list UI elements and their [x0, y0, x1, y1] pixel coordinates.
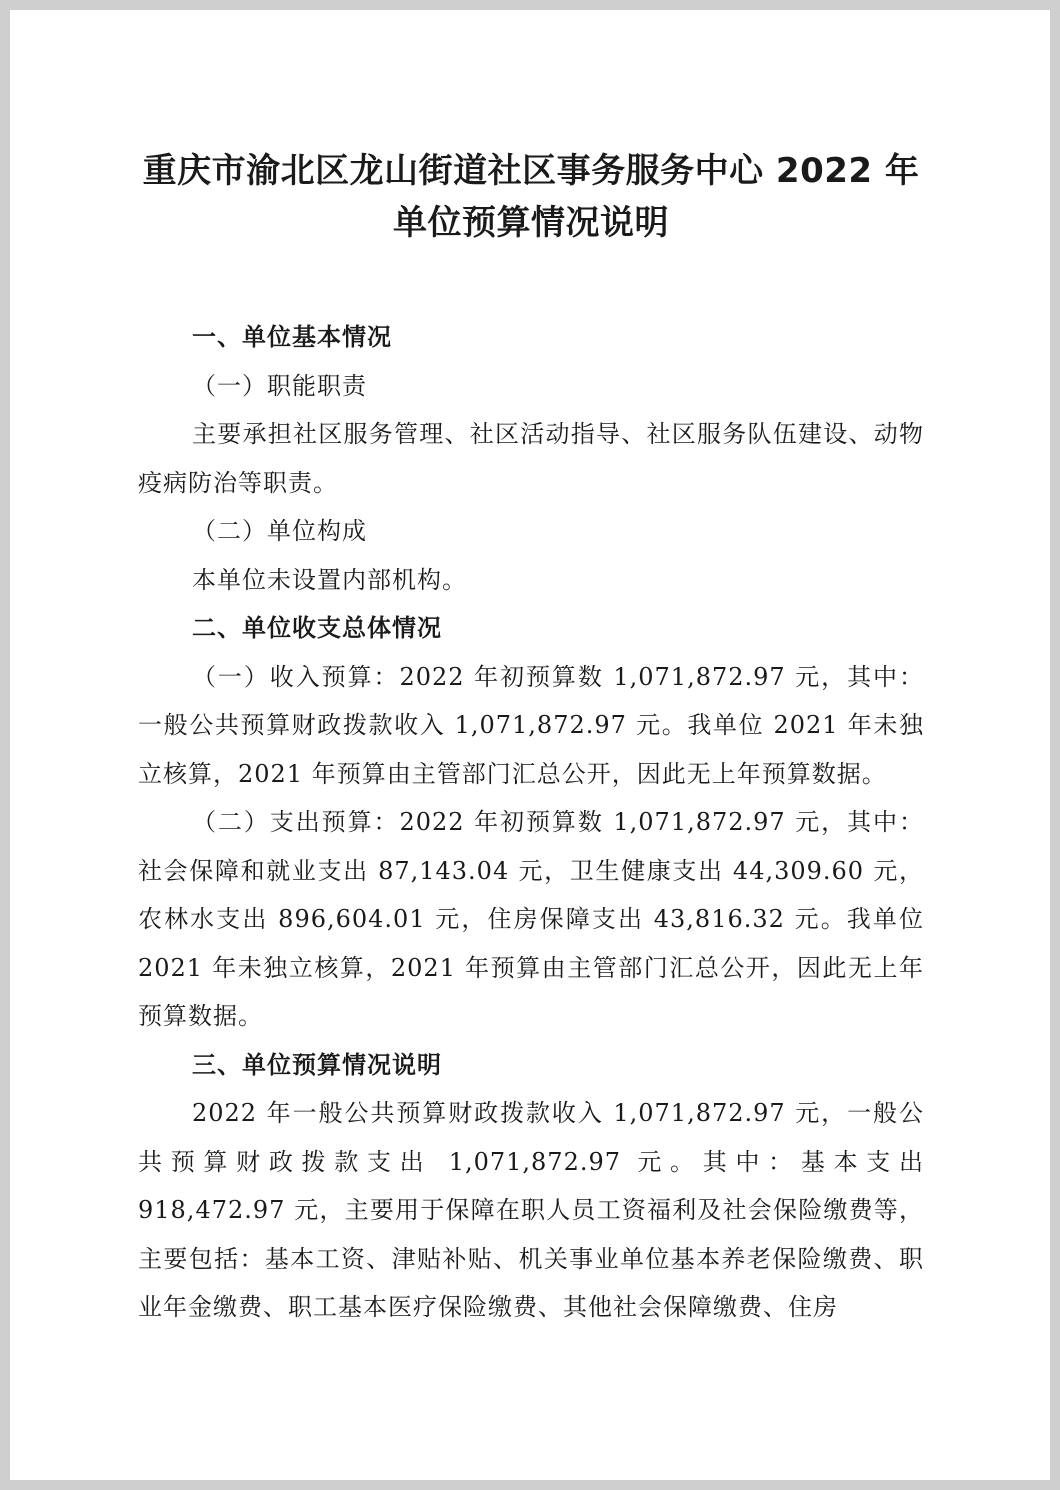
document-title: 重庆市渝北区龙山街道社区事务服务中心 2022 年单位预算情况说明	[142, 151, 920, 243]
section-heading-2: 二、单位收支总体情况	[192, 614, 442, 642]
paragraph-budget-details: 2022 年一般公共预算财政拨款收入 1,071,872.97 元，一般公共预算财政拨款支出 1,071,872.97 元。其中：基本支出 918,472.97 元，主要用于保障在职人员工资福利及社会保险缴费等，主要包括：基本工资、津贴补贴、机关事业单位基本养老保险缴费、职业年金缴费、职工基本医疗保险缴费、其他社会保障缴费、住房	[138, 1099, 924, 1321]
document-page	[10, 10, 1050, 1480]
title-spacer	[138, 249, 924, 313]
paragraph-functions: 主要承担社区服务管理、社区活动指导、社区服务队伍建设、动物疫病防治等职责。	[138, 420, 924, 497]
paragraph-income-budget: （一）收入预算：2022 年初预算数 1,071,872.97 元，其中：一般公共预算财政拨款收入 1,071,872.97 元。我单位 2021 年未独立核算，2021 年预算由主管部门汇总公开，因此无上年预算数据。	[138, 662, 924, 788]
section-heading-3: 三、单位预算情况说明	[192, 1050, 442, 1079]
paragraph-composition: 本单位未设置内部机构。	[192, 565, 467, 594]
subsection-heading-composition: （二）单位构成	[192, 517, 367, 545]
subsection-heading-functions: （一）职能职责	[192, 371, 367, 400]
paragraph-expense-budget: （二）支出预算：2022 年初预算数 1,071,872.97 元，其中：社会保障和就业支出 87,143.04 元，卫生健康支出 44,309.60 元，农林水支出 896,604.01 元，住房保障支出 43,816.32 元。我单位 2021 年未独立核算，2021 年预算由主管部门汇总公开，因此无上年预算数据。	[138, 808, 924, 1030]
section-heading-1: 一、单位基本情况	[192, 323, 392, 351]
document-content	[138, 145, 924, 1332]
